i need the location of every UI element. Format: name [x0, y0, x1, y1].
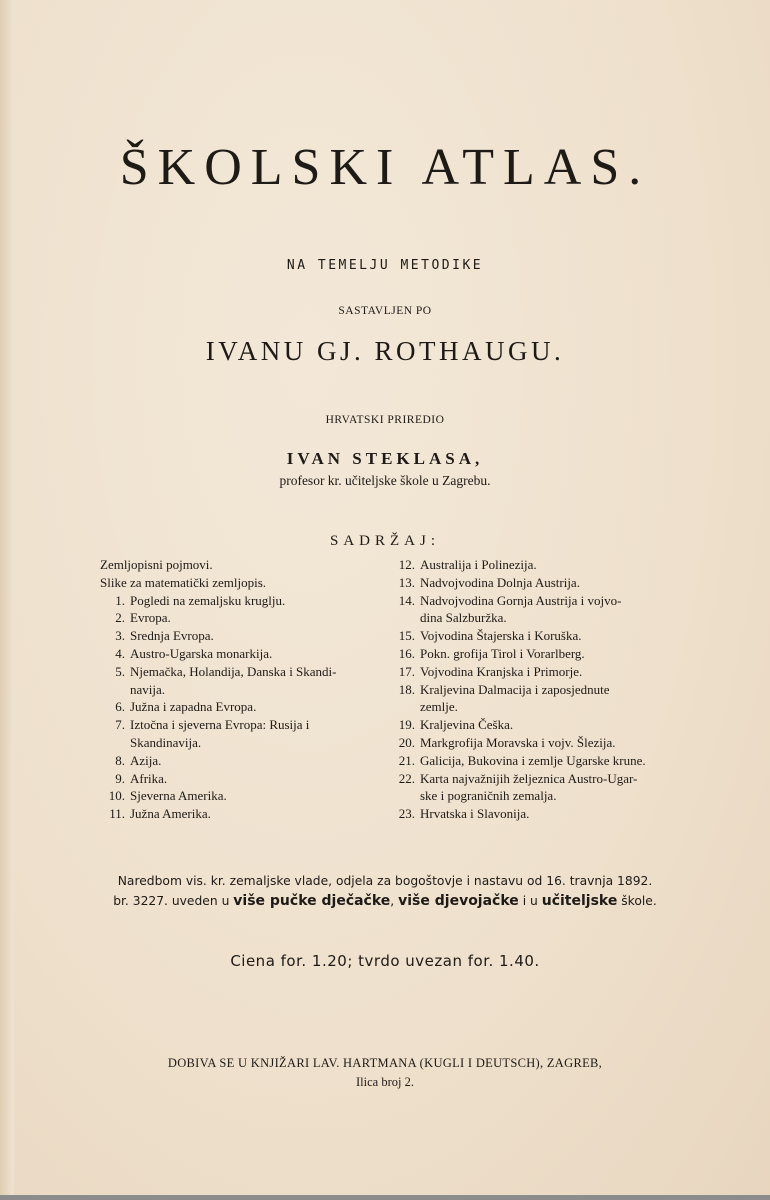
entry-number: 5.: [115, 663, 125, 679]
contents-entry: [390, 556, 665, 574]
entry-number: 16.: [398, 645, 415, 661]
entry-title: Kraljevina Češka.: [420, 717, 514, 733]
editor-name: IVAN STEKLASA,: [286, 449, 484, 468]
contents-entry: [100, 663, 370, 681]
contents-right-column: [390, 556, 665, 823]
entry-number: 15.: [398, 628, 415, 644]
editor-role: profesor kr. učiteljske škole u Zagrebu.: [279, 473, 491, 488]
entry-number: 3.: [115, 628, 125, 644]
entry-title: Markgrofija Moravska i vojv. Šlezija.: [420, 734, 616, 750]
contents-entry: [100, 592, 370, 610]
contents-entry: [100, 698, 370, 716]
entry-number: 14.: [398, 592, 415, 608]
entry-number: 9.: [115, 770, 125, 786]
notice-text: ,: [390, 894, 399, 908]
contents-entry: [390, 681, 665, 699]
entry-title: Azija.: [130, 752, 162, 768]
entry-title: Južna i zapadna Evropa.: [130, 699, 257, 715]
decree-notice-line2: [0, 893, 770, 909]
contents-entry: [100, 716, 370, 734]
entry-number: 19.: [398, 717, 415, 733]
decree-notice-line1: Naredbom vis. kr. zemaljske vlade, odjela za bogoštovje i nastavu od 16. travnja 1892.: [117, 874, 653, 888]
author-name: IVANU GJ. ROTHAUGU.: [205, 336, 565, 366]
entry-title: Nadvojvodina Dolnja Austrija.: [420, 574, 580, 590]
contents-heading: SADRŽAJ:: [329, 533, 440, 549]
contents-entry: [390, 752, 665, 770]
contents-entry: [100, 770, 370, 788]
book-title: ŠKOLSKI ATLAS.: [119, 139, 651, 196]
contents-entry: [100, 805, 370, 823]
contents-entry: [390, 574, 665, 592]
entry-number: 1.: [115, 592, 125, 608]
entry-number: 12.: [398, 557, 415, 572]
croatian-edition-label: HRVATSKI PRIREDIO: [325, 414, 445, 426]
entry-number: 8.: [115, 752, 125, 768]
contents-entry: [390, 770, 665, 788]
entry-title: Vojvodina Štajerska i Koruška.: [420, 628, 582, 644]
contents-entry: [390, 716, 665, 734]
entry-number: 4.: [115, 645, 125, 661]
entry-title: Australija i Polinezija.: [420, 557, 537, 572]
notice-school-type: više djevojačke: [398, 893, 519, 909]
publisher-line: DOBIVA SE U KNJIŽARI LAV. HARTMANA (KUGLI I DEUTSCH), ZAGREB,: [167, 1056, 603, 1070]
entry-title: Vojvodina Kranjska i Primorje.: [420, 663, 583, 679]
entry-title: Hrvatska i Slavonija.: [420, 806, 530, 822]
entry-title: Zemljopisni pojmovi.: [100, 557, 213, 572]
contents-entry: [100, 556, 370, 574]
entry-title: Srednja Evropa.: [130, 628, 214, 644]
entry-number: 13.: [398, 574, 415, 590]
contents-entry: [100, 609, 370, 627]
entry-title: Pogledi na zemaljsku kruglju.: [130, 592, 286, 608]
contents-entry: [390, 805, 665, 823]
entry-number: 23.: [398, 806, 415, 822]
entry-continuation: Skandinavija.: [130, 734, 202, 750]
entry-continuation: dina Salzburžka.: [420, 610, 507, 626]
notice-school-type: učiteljske: [541, 893, 618, 909]
entry-title: Kraljevina Dalmacija i zaposjednute: [420, 681, 610, 697]
entry-number: 18.: [398, 681, 415, 697]
contents-entry: [100, 627, 370, 645]
notice-text: škole.: [617, 894, 657, 908]
contents-left-column: [100, 556, 370, 823]
entry-title: Pokn. grofija Tirol i Vorarlberg.: [420, 645, 585, 661]
contents-entry: [390, 627, 665, 645]
contents-entry: [100, 752, 370, 770]
publisher-address: Ilica broj 2.: [356, 1075, 414, 1089]
entry-title: Slike za matematički zemljopis.: [100, 574, 267, 590]
entry-continuation: ske i pograničnih zemalja.: [420, 788, 557, 804]
entry-title: Njemačka, Holandija, Danska i Skandi-: [130, 663, 337, 679]
entry-title: Austro-Ugarska monarkija.: [130, 645, 273, 661]
price-line: Ciena for. 1.20; tvrdo uvezan for. 1.40.: [230, 952, 540, 970]
entry-continuation: navija.: [130, 681, 166, 697]
notice-text: i u: [518, 894, 542, 908]
entry-number: 6.: [115, 699, 125, 715]
contents-entry: [390, 734, 665, 752]
scan-border: [0, 1195, 770, 1200]
entry-title: Evropa.: [130, 610, 171, 626]
entry-number: 21.: [398, 752, 415, 768]
notice-school-type: više pučke dječačke: [233, 893, 391, 909]
contents-entry: [390, 645, 665, 663]
entry-number: 11.: [109, 806, 125, 822]
entry-title: Galicija, Bukovina i zemlje Ugarske krune.: [420, 752, 646, 768]
subtitle-method: NA TEMELJU METODIKE: [286, 258, 484, 273]
compiled-by-label: SASTAVLJEN PO: [338, 305, 432, 317]
entry-number: 17.: [398, 663, 415, 679]
entry-number: 20.: [398, 734, 415, 750]
entry-number: 22.: [398, 770, 415, 786]
entry-title: Iztočna i sjeverna Evropa: Rusija i: [130, 717, 310, 733]
contents-entry: [390, 592, 665, 610]
notice-text: br. 3227. uveden u: [113, 894, 234, 908]
entry-title: Karta najvažnijih željeznica Austro-Ugar-: [420, 770, 638, 786]
entry-continuation: zemlje.: [420, 699, 458, 715]
entry-title: Sjeverna Amerika.: [130, 788, 227, 804]
contents-entry: [100, 645, 370, 663]
entry-title: Južna Amerika.: [130, 806, 211, 822]
entry-number: 2.: [115, 610, 125, 626]
entry-title: Nadvojvodina Gornja Austrija i vojvo-: [420, 592, 622, 608]
contents-entry: [390, 663, 665, 681]
entry-number: 7.: [115, 717, 125, 733]
entry-title: Afrika.: [130, 770, 168, 786]
contents-entry: [100, 787, 370, 805]
entry-number: 10.: [108, 788, 125, 804]
contents-entry: [100, 574, 370, 592]
